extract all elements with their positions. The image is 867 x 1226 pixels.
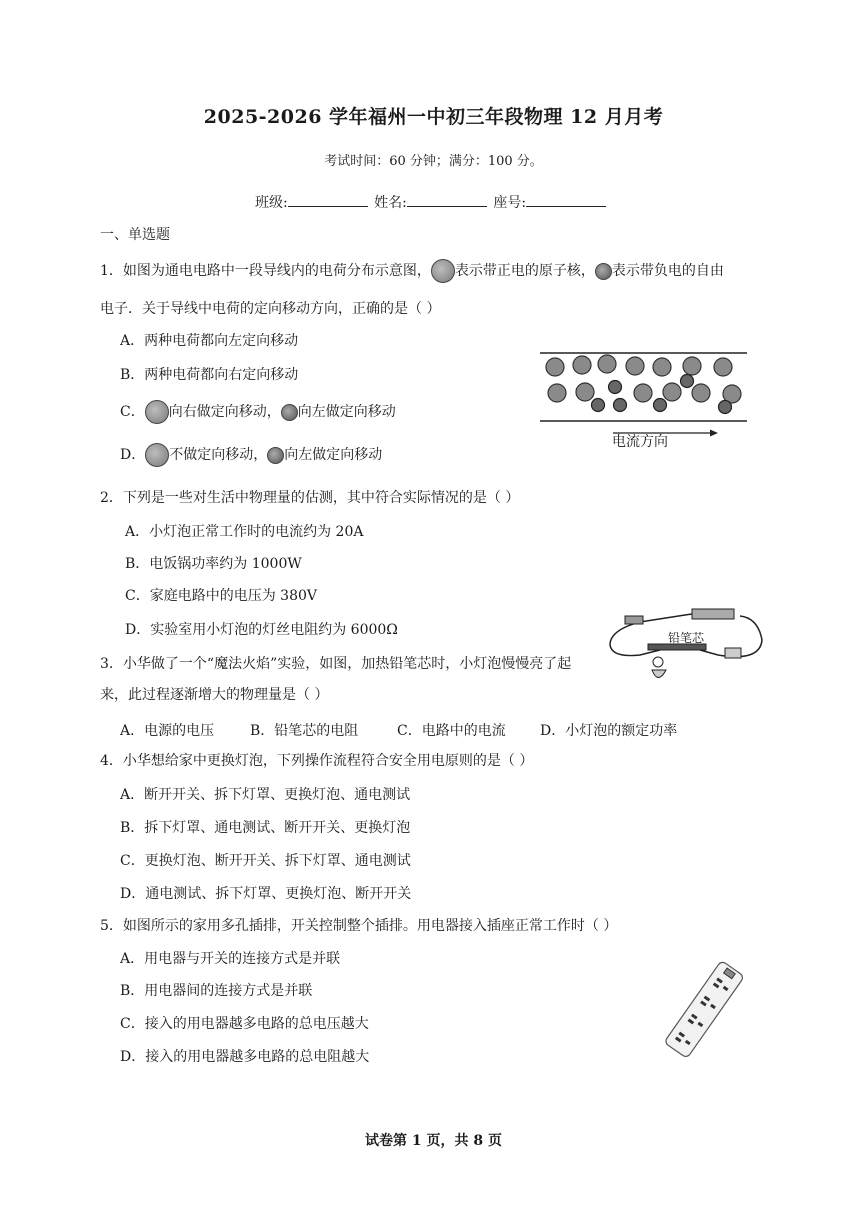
electron-icon (267, 447, 284, 464)
q1-option-c[interactable]: C． 向右做定向移动， 向左做定向移动 (120, 400, 396, 424)
name-field[interactable] (407, 192, 487, 207)
q2-option-b[interactable]: B．电饭锅功率约为 1000W (125, 556, 302, 572)
seat-field[interactable] (526, 192, 606, 207)
q4-option-c[interactable]: C．更换灯泡、断开开关、拆下灯罩、通电测试 (120, 853, 411, 869)
seat-label: 座号: (493, 195, 527, 211)
q1-option-d[interactable]: D． 不做定向移动， 向左做定向移动 (120, 443, 382, 467)
nucleus-icon (431, 259, 455, 283)
class-field[interactable] (288, 192, 368, 207)
electron-icon (281, 404, 298, 421)
q2-option-d[interactable]: D．实验室用小灯泡的灯丝电阻约为 6000Ω (125, 622, 398, 638)
q5-option-b[interactable]: B．用电器间的连接方式是并联 (120, 983, 313, 999)
section-title: 一、单选题 (100, 227, 170, 243)
q5-option-d[interactable]: D．接入的用电器越多电路的总电阻越大 (120, 1049, 370, 1065)
q4-stem: 4．小华想给家中更换灯泡，下列操作流程符合安全用电原则的是（ ） (100, 753, 534, 769)
q1-stem-line1: 1．如图为通电电路中一段导线内的电荷分布示意图， 表示带正电的原子核， 表示带负电的自由 (100, 259, 724, 283)
page-title: 2025-2026 学年福州一中初三年段物理 12 月月考 (203, 106, 664, 128)
exam-info: 考试时间：60 分钟；满分：100 分。 (324, 154, 543, 169)
nucleus-icon (145, 400, 169, 424)
q4-option-d[interactable]: D．通电测试、拆下灯罩、更换灯泡、断开开关 (120, 886, 412, 902)
q1-stem-line2: 电子．关于导线中电荷的定向移动方向，正确的是（ ） (100, 301, 441, 317)
nucleus-icon (145, 443, 169, 467)
power-strip-figure (650, 960, 760, 1060)
q5-option-a[interactable]: A．用电器与开关的连接方式是并联 (120, 951, 341, 967)
q4-option-a[interactable]: A．断开开关、拆下灯罩、更换灯泡、通电测试 (120, 787, 411, 803)
q2-option-a[interactable]: A．小灯泡正常工作时的电流约为 20A (125, 524, 364, 540)
q3-stem-line2: 来，此过程逐渐增大的物理量是（ ） (100, 687, 329, 703)
q3-option-d[interactable]: D．小灯泡的额定功率 (540, 723, 678, 739)
q3-option-b[interactable]: B．铅笔芯的电阻 (250, 723, 359, 739)
page-footer: 试卷第 1 页，共 8 页 (365, 1133, 502, 1149)
q5-option-c[interactable]: C．接入的用电器越多电路的总电压越大 (120, 1016, 369, 1032)
student-info-line (255, 192, 608, 212)
pencil-lead-label: 铅笔芯 (668, 631, 705, 645)
electron-icon (595, 263, 612, 280)
name-label: 姓名: (374, 195, 407, 211)
q3-stem-line1: 3．小华做了一个“魔法火焰”实验，如图，加热铅笔芯时，小灯泡慢慢亮了起 (100, 656, 572, 672)
class-label: 班级: (255, 195, 288, 211)
q1-option-b[interactable]: B．两种电荷都向右定向移动 (120, 367, 299, 383)
q1-option-a[interactable]: A．两种电荷都向左定向移动 (120, 333, 299, 349)
q2-stem: 2．下列是一些对生活中物理量的估测，其中符合实际情况的是（ ） (100, 490, 520, 506)
q2-option-c[interactable]: C．家庭电路中的电压为 380V (125, 588, 317, 604)
q3-option-c[interactable]: C．电路中的电流 (397, 723, 506, 739)
q3-option-a[interactable]: A．电源的电压 (120, 723, 215, 739)
current-direction-label: 电流方向 (612, 434, 668, 450)
q4-option-b[interactable]: B．拆下灯罩、通电测试、断开开关、更换灯泡 (120, 820, 411, 836)
q5-stem: 5．如图所示的家用多孔插排，开关控制整个插排。用电器接入插座正常工作时（ ） (100, 918, 618, 934)
